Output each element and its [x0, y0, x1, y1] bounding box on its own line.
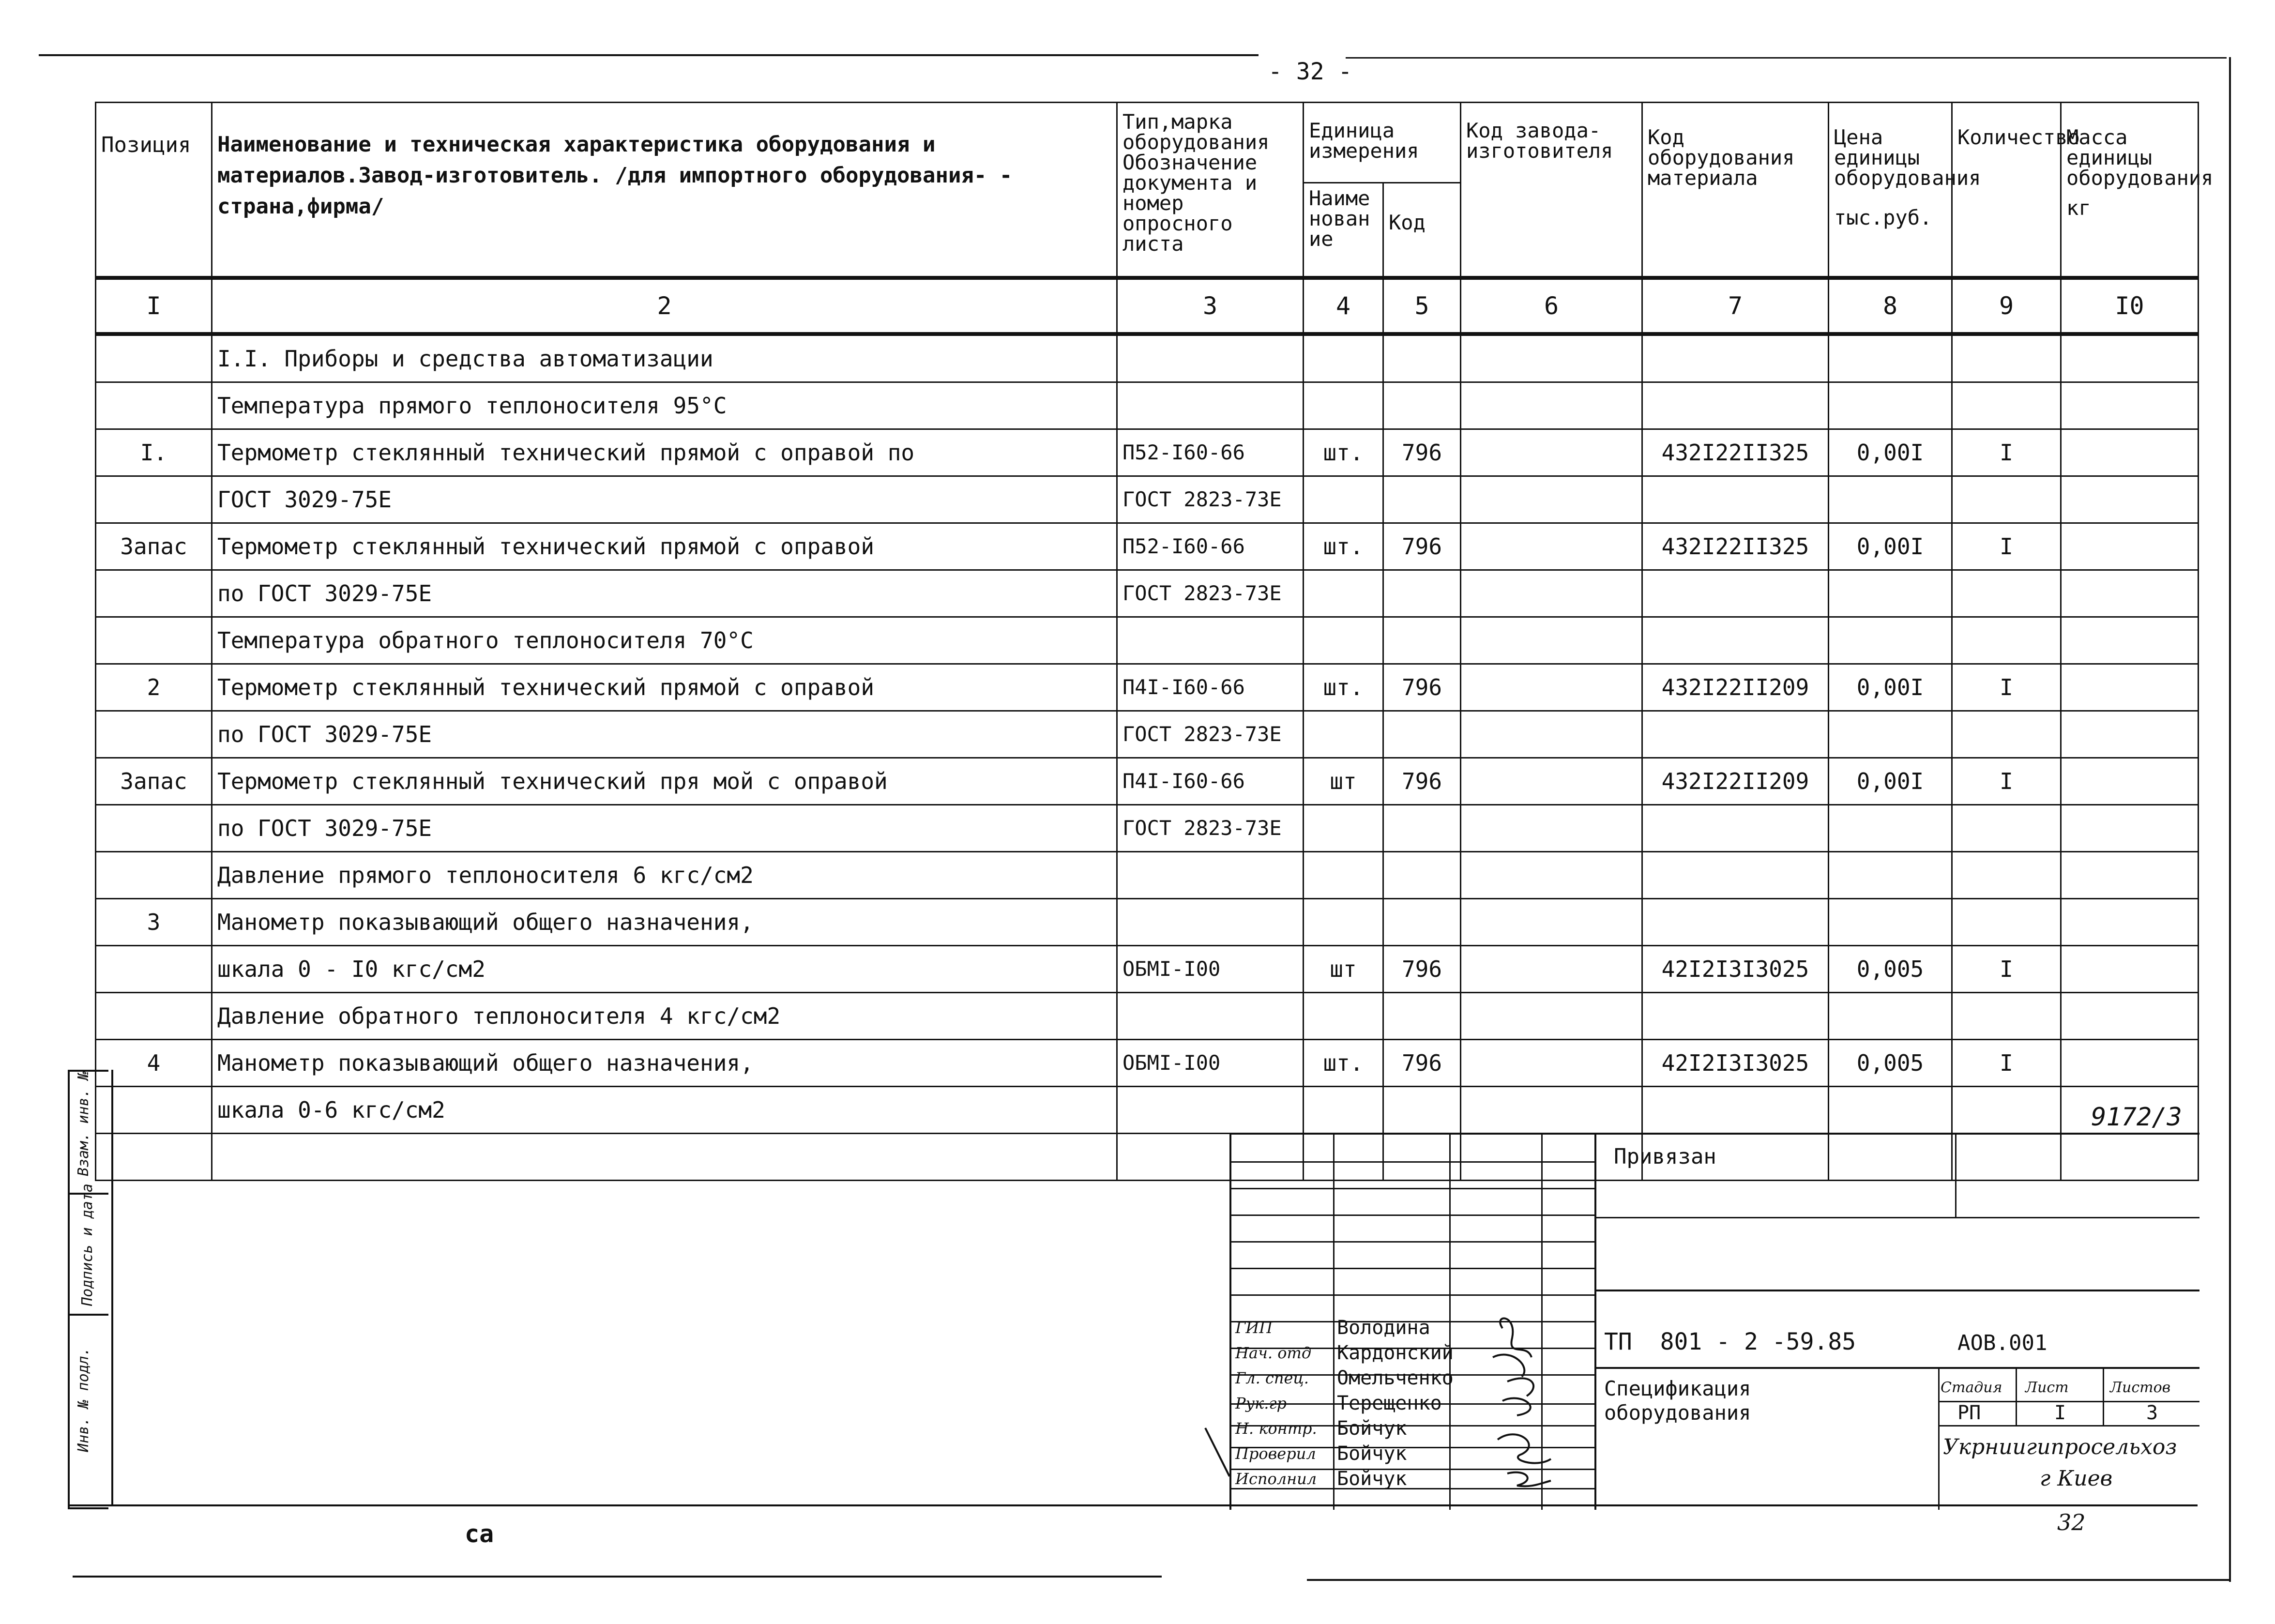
cell-name: шкала 0-6 кгс/см2	[212, 1086, 1117, 1133]
header-price-label: Цена единицы оборудования	[1834, 125, 1981, 190]
cell-name: по ГОСТ 3029-75Е	[212, 570, 1117, 617]
cell-unit	[1304, 334, 1383, 382]
cell-pos: Запас	[96, 758, 212, 804]
cell-type: ГОСТ 2823-73Е	[1117, 476, 1304, 523]
cell-code: 796	[1383, 758, 1461, 804]
cell-code	[1383, 711, 1461, 758]
cell-unit: шт.	[1304, 664, 1383, 711]
cell-type: ОБМI-I00	[1117, 1039, 1304, 1086]
cell-mass	[2061, 758, 2199, 804]
signatures-drawing	[1435, 1314, 1580, 1507]
bottom-rule-left	[73, 1576, 1162, 1578]
right-frame	[2229, 57, 2231, 1582]
cell-quantity	[1952, 334, 2061, 382]
cell-unit	[1304, 476, 1383, 523]
cell-pos: 4	[96, 1039, 212, 1086]
cell-code	[1383, 617, 1461, 664]
cell-plant-code	[1461, 945, 1642, 992]
cell-pos: I.	[96, 429, 212, 476]
cell-equipment-code	[1642, 382, 1829, 429]
table-row	[96, 429, 2199, 476]
cell-price	[1829, 334, 1952, 382]
cell-name: Манометр показывающий общего назначения,	[212, 898, 1117, 945]
cell-quantity	[1952, 570, 2061, 617]
cell-unit: шт.	[1304, 1039, 1383, 1086]
cell-code	[1383, 992, 1461, 1039]
cell-quantity	[1952, 1086, 2061, 1133]
cell-plant-code	[1461, 1086, 1642, 1133]
cell-price: 0,00I	[1829, 758, 1952, 804]
header-equipment-code: Код оборудования материала	[1642, 103, 1829, 278]
cell-unit	[1304, 804, 1383, 851]
cell-quantity	[1952, 476, 2061, 523]
cell-name: Температура обратного теплоносителя 70°C	[212, 617, 1117, 664]
role-label: Н. контр.	[1235, 1419, 1317, 1438]
cell-name: Термометр стеклянный технический пря мой с оправой	[212, 758, 1117, 804]
cell-code	[1383, 476, 1461, 523]
cell-code	[1383, 570, 1461, 617]
table-row	[96, 1086, 2199, 1133]
header-unit-code: Код	[1383, 183, 1461, 278]
cell-price: 0,00I	[1829, 523, 1952, 570]
cell-equipment-code: 432I22II325	[1642, 523, 1829, 570]
cell-mass	[2061, 523, 2199, 570]
cell-price	[1829, 804, 1952, 851]
cell-name	[212, 1133, 1117, 1180]
header-unit-name: Наименование	[1304, 183, 1383, 278]
document-mark: АОВ.001	[1957, 1331, 2048, 1355]
header-row	[96, 103, 2199, 183]
side-label-signature: Подпись и дата	[78, 1184, 96, 1306]
cell-mass	[2061, 570, 2199, 617]
header-unit-group: Единица измерения	[1304, 103, 1461, 183]
cell-pos	[96, 476, 212, 523]
cell-plant-code	[1461, 570, 1642, 617]
cell-mass	[2061, 804, 2199, 851]
inner-left-frame	[111, 1070, 113, 1505]
table-row	[96, 804, 2199, 851]
col-num-4: 4	[1304, 278, 1383, 334]
cell-equipment-code	[1642, 711, 1829, 758]
role-label: ГИП	[1235, 1319, 1273, 1337]
cell-unit	[1304, 851, 1383, 898]
role-label: Рук.гр	[1235, 1394, 1287, 1412]
cell-unit	[1304, 898, 1383, 945]
cell-type	[1117, 898, 1304, 945]
document-code: ТП 801 - 2 -59.85	[1604, 1328, 1856, 1355]
title-block	[1229, 1133, 2199, 1510]
header-mass-label: Масса единицы оборудования	[2066, 125, 2214, 190]
cell-mass	[2061, 617, 2199, 664]
role-person-name: Кардонский	[1337, 1342, 1454, 1364]
cell-plant-code	[1461, 429, 1642, 476]
cell-type: П52-I60-66	[1117, 523, 1304, 570]
cell-name: Температура прямого теплоносителя 95°C	[212, 382, 1117, 429]
cell-type: П52-I60-66	[1117, 429, 1304, 476]
cell-mass	[2061, 664, 2199, 711]
table-row	[96, 711, 2199, 758]
table-row	[96, 617, 2199, 664]
cell-plant-code	[1461, 804, 1642, 851]
cell-equipment-code	[1642, 898, 1829, 945]
cell-price	[1829, 898, 1952, 945]
cell-unit	[1304, 570, 1383, 617]
col-num-6: 6	[1461, 278, 1642, 334]
cell-type	[1117, 382, 1304, 429]
cell-price: 0,00I	[1829, 429, 1952, 476]
cell-quantity: I	[1952, 758, 2061, 804]
cell-equipment-code	[1642, 476, 1829, 523]
page-number: - 32 -	[1268, 58, 1352, 85]
cell-pos	[96, 851, 212, 898]
cell-plant-code	[1461, 992, 1642, 1039]
cell-name: Термометр стеклянный технический прямой с оправой	[212, 523, 1117, 570]
cell-pos	[96, 711, 212, 758]
table-row	[96, 664, 2199, 711]
cell-mass	[2061, 945, 2199, 992]
table-row	[96, 898, 2199, 945]
cell-unit: шт.	[1304, 523, 1383, 570]
bottom-rule-right	[1307, 1579, 2229, 1581]
table-row	[96, 851, 2199, 898]
cell-price	[1829, 617, 1952, 664]
cell-pos	[96, 992, 212, 1039]
header-quantity: Количество	[1952, 103, 2061, 278]
header-mass	[2061, 103, 2214, 278]
cell-price	[1829, 476, 1952, 523]
cell-price: 0,00I	[1829, 664, 1952, 711]
role-person-name: Бойчук	[1337, 1442, 1407, 1465]
cell-quantity	[1952, 804, 2061, 851]
column-number-row	[96, 278, 2199, 334]
cell-equipment-code	[1642, 570, 1829, 617]
header-mass-unit: кг	[2066, 196, 2091, 220]
cell-code: 796	[1383, 664, 1461, 711]
sheets-value: 3	[2146, 1402, 2158, 1424]
top-rule-right	[1346, 57, 2227, 59]
cell-quantity	[1952, 992, 2061, 1039]
cell-equipment-code	[1642, 804, 1829, 851]
cell-code	[1383, 1086, 1461, 1133]
cell-name: Термометр стеклянный технический прямой с оправой	[212, 664, 1117, 711]
specification-table	[95, 102, 2214, 1181]
cell-price	[1829, 570, 1952, 617]
cell-plant-code	[1461, 334, 1642, 382]
cell-pos	[96, 617, 212, 664]
cell-plant-code	[1461, 617, 1642, 664]
header-price-unit: тыс.руб.	[1834, 206, 1932, 229]
side-label-replace: Взам. инв. №	[75, 1071, 92, 1176]
cell-name: Давление обратного теплоносителя 4 кгс/см2	[212, 992, 1117, 1039]
cell-unit	[1304, 992, 1383, 1039]
cell-plant-code	[1461, 711, 1642, 758]
cell-name: Термометр стеклянный технический прямой с оправой по	[212, 429, 1117, 476]
stamp-slash-mark	[1200, 1423, 1239, 1481]
cell-name: Манометр показывающий общего назначения,	[212, 1039, 1117, 1086]
cell-price	[1829, 382, 1952, 429]
role-person-name: Бойчук	[1337, 1417, 1407, 1440]
cell-plant-code	[1461, 1039, 1642, 1086]
cell-code: 796	[1383, 429, 1461, 476]
role-person-name: Володина	[1337, 1317, 1430, 1339]
cell-equipment-code	[1642, 992, 1829, 1039]
cell-pos: Запас	[96, 523, 212, 570]
cell-equipment-code: 42I2I3I3025	[1642, 945, 1829, 992]
footer-mark: са	[465, 1520, 494, 1548]
cell-type: ГОСТ 2823-73Е	[1117, 570, 1304, 617]
cell-mass	[2061, 382, 2199, 429]
cell-code	[1383, 804, 1461, 851]
cell-mass	[2061, 851, 2199, 898]
cell-price	[1829, 851, 1952, 898]
cell-quantity	[1952, 382, 2061, 429]
cell-equipment-code	[1642, 617, 1829, 664]
sheet-reference: 9172/3	[2091, 1103, 2182, 1132]
table-row	[96, 570, 2199, 617]
cell-quantity	[1952, 851, 2061, 898]
organization-city: г Киев	[2040, 1466, 2113, 1491]
header-price	[1829, 103, 1981, 278]
table-row	[96, 992, 2199, 1039]
cell-price	[1829, 711, 1952, 758]
cell-type: П4I-I60-66	[1117, 664, 1304, 711]
attached-label: Привязан	[1614, 1144, 1716, 1169]
table-row	[96, 523, 2199, 570]
table-row	[96, 758, 2199, 804]
cell-price	[1829, 992, 1952, 1039]
role-person-name: Терещенко	[1337, 1392, 1442, 1414]
cell-code: 796	[1383, 523, 1461, 570]
role-label: Гл. спец.	[1235, 1369, 1309, 1387]
header-position: Позиция	[96, 103, 212, 278]
cell-plant-code	[1461, 523, 1642, 570]
stage-value: РП	[1957, 1402, 1981, 1424]
cell-unit	[1304, 617, 1383, 664]
specification-body	[96, 334, 2199, 1181]
cell-type	[1117, 851, 1304, 898]
cell-pos	[96, 804, 212, 851]
cell-code	[1383, 334, 1461, 382]
sheet-label: Лист	[2025, 1379, 2069, 1396]
cell-price	[1829, 1086, 1952, 1133]
cell-name: шкала 0 - I0 кгс/см2	[212, 945, 1117, 992]
cell-equipment-code: 432I22II209	[1642, 664, 1829, 711]
cell-name: по ГОСТ 3029-75Е	[212, 711, 1117, 758]
cell-price: 0,005	[1829, 945, 1952, 992]
cell-equipment-code: 432I22II325	[1642, 429, 1829, 476]
sheets-label: Листов	[2110, 1379, 2171, 1396]
cell-equipment-code	[1642, 334, 1829, 382]
cell-unit: шт.	[1304, 429, 1383, 476]
cell-mass	[2061, 711, 2199, 758]
cell-quantity	[1952, 711, 2061, 758]
cell-equipment-code: 432I22II209	[1642, 758, 1829, 804]
cell-mass	[2061, 476, 2199, 523]
cell-equipment-code	[1642, 1086, 1829, 1133]
cell-type: П4I-I60-66	[1117, 758, 1304, 804]
cell-type	[1117, 334, 1304, 382]
cell-unit	[1304, 1086, 1383, 1133]
cell-name: I.I. Приборы и средства автоматизации	[212, 334, 1117, 382]
cell-code	[1383, 898, 1461, 945]
cell-equipment-code: 42I2I3I3025	[1642, 1039, 1829, 1086]
cell-pos: 2	[96, 664, 212, 711]
role-label: Исполнил	[1235, 1470, 1317, 1488]
cell-code	[1383, 382, 1461, 429]
cell-type	[1117, 992, 1304, 1039]
table-row	[96, 334, 2199, 382]
cell-quantity: I	[1952, 945, 2061, 992]
col-num-5: 5	[1383, 278, 1461, 334]
cell-plant-code	[1461, 476, 1642, 523]
cell-plant-code	[1461, 758, 1642, 804]
cell-unit: шт	[1304, 758, 1383, 804]
cell-pos	[96, 382, 212, 429]
cell-unit	[1304, 711, 1383, 758]
cell-type: ОБМI-I00	[1117, 945, 1304, 992]
cell-code: 796	[1383, 1039, 1461, 1086]
cell-pos	[96, 570, 212, 617]
role-person-name: Бойчук	[1337, 1468, 1407, 1490]
cell-quantity	[1952, 617, 2061, 664]
role-label: Нач. отд	[1235, 1344, 1312, 1362]
col-num-2: 2	[212, 278, 1117, 334]
cell-quantity	[1952, 898, 2061, 945]
col-num-9: 9	[1952, 278, 2061, 334]
table-row	[96, 945, 2199, 992]
cell-plant-code	[1461, 664, 1642, 711]
table-row	[96, 476, 2199, 523]
cell-mass	[2061, 334, 2199, 382]
role-label: Проверил	[1235, 1444, 1316, 1463]
cell-plant-code	[1461, 382, 1642, 429]
header-name: Наименование и техническая характеристика оборудования и материалов.Завод-изготовитель. /для импортного оборудования- - страна,фирма/	[212, 103, 1117, 278]
stage-label: Стадия	[1941, 1379, 2002, 1396]
document-title: Спецификация оборудования	[1604, 1377, 1751, 1425]
handwritten-page-number: 32	[2057, 1509, 2086, 1535]
cell-quantity: I	[1952, 523, 2061, 570]
cell-unit	[1304, 382, 1383, 429]
role-person-name: Омельченко	[1337, 1367, 1454, 1389]
cell-code: 796	[1383, 945, 1461, 992]
col-num-3: 3	[1117, 278, 1304, 334]
header-type: Тип,марка оборудования Обозначение документа и номер опросного листа	[1117, 103, 1304, 278]
cell-quantity: I	[1952, 664, 2061, 711]
cell-plant-code	[1461, 851, 1642, 898]
cell-code	[1383, 851, 1461, 898]
cell-name: Давление прямого теплоносителя 6 кгс/см2	[212, 851, 1117, 898]
table-row	[96, 382, 2199, 429]
cell-pos: 3	[96, 898, 212, 945]
cell-mass	[2061, 429, 2199, 476]
col-num-7: 7	[1642, 278, 1829, 334]
cell-pos	[96, 334, 212, 382]
cell-type: ГОСТ 2823-73Е	[1117, 804, 1304, 851]
cell-name: по ГОСТ 3029-75Е	[212, 804, 1117, 851]
cell-mass	[2061, 1039, 2199, 1086]
side-margin-strip	[68, 1070, 108, 1509]
col-num-8: 8	[1829, 278, 1952, 334]
sheet-value: I	[2054, 1402, 2066, 1424]
top-rule-left	[39, 54, 1259, 56]
cell-name: ГОСТ 3029-75Е	[212, 476, 1117, 523]
organization-name: Укрниигипросельхоз	[1943, 1435, 2177, 1459]
table-row	[96, 1039, 2199, 1086]
cell-mass	[2061, 898, 2199, 945]
cell-plant-code	[1461, 898, 1642, 945]
cell-quantity: I	[1952, 429, 2061, 476]
cell-mass	[2061, 992, 2199, 1039]
cell-price: 0,005	[1829, 1039, 1952, 1086]
side-label-inventory: Инв. № подл.	[75, 1347, 92, 1452]
header-plant-code: Код завода-изготовителя	[1461, 103, 1642, 278]
cell-quantity: I	[1952, 1039, 2061, 1086]
cell-unit: шт	[1304, 945, 1383, 992]
cell-type	[1117, 617, 1304, 664]
cell-type: ГОСТ 2823-73Е	[1117, 711, 1304, 758]
cell-equipment-code	[1642, 851, 1829, 898]
col-num-10: I0	[2061, 278, 2199, 334]
cell-type	[1117, 1086, 1304, 1133]
col-num-1: I	[96, 278, 212, 334]
cell-pos	[96, 945, 212, 992]
